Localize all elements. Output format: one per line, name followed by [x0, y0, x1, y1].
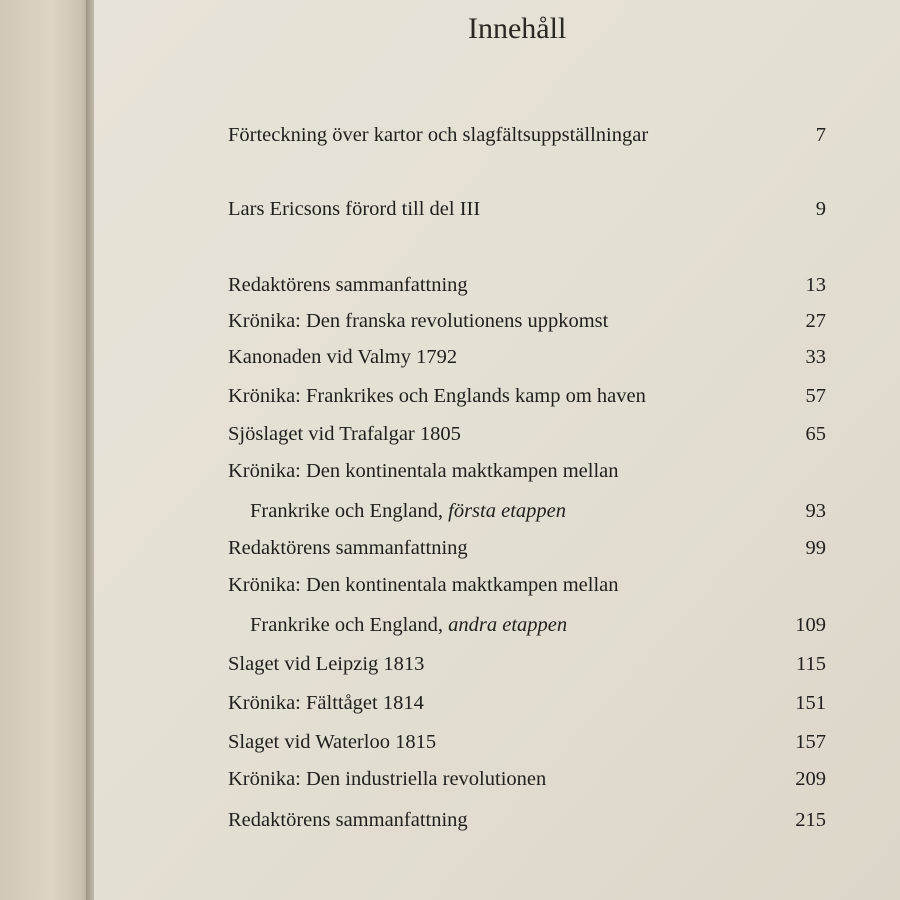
toc-entry-label: Slaget vid Waterloo 1815 — [228, 731, 437, 753]
toc-entry-text: Frankrike och England, — [250, 614, 443, 636]
toc-entry-page: 93 — [805, 500, 826, 522]
toc-entry-page: 209 — [795, 768, 826, 790]
toc-entry-page: 215 — [795, 809, 826, 831]
toc-entry — [228, 385, 826, 413]
toc-entry-label: Krönika: Fälttåget 1814 — [228, 692, 424, 714]
toc-entry — [228, 346, 826, 374]
toc-entry-label: Krönika: Den kontinentala maktkampen mellan — [228, 574, 619, 596]
toc-entry-italic: andra etappen — [448, 614, 568, 636]
toc-entry-page: 13 — [805, 274, 826, 296]
toc-entry-label: Redaktörens sammanfattning — [228, 537, 468, 559]
left-page — [0, 0, 92, 900]
toc-entry-page: 115 — [796, 653, 826, 675]
toc-entry-label: Krönika: Den franska revolutionens uppkomst — [228, 310, 609, 332]
toc-entry — [228, 460, 826, 488]
toc-entry — [228, 768, 826, 796]
toc-entry — [228, 653, 826, 681]
toc-entry-page: 157 — [795, 731, 826, 753]
toc-entry-page: 65 — [805, 423, 826, 445]
toc-entry-label — [228, 500, 566, 523]
toc-entry-italic: första etappen — [448, 500, 566, 522]
toc-entry-page: 33 — [805, 346, 826, 368]
toc-entry — [228, 614, 826, 642]
show-through-text — [360, 22, 366, 49]
toc-entry — [228, 310, 826, 338]
toc-entry-page: 27 — [805, 310, 826, 332]
toc-entry — [228, 731, 826, 759]
toc-entry — [228, 198, 826, 226]
toc-entry-label: Krönika: Den kontinentala maktkampen mellan — [228, 460, 619, 482]
toc-entry-page: 9 — [815, 198, 826, 220]
page-title: Innehåll — [468, 12, 567, 45]
toc-entry-label: Förteckning över kartor och slagfältsuppställningar — [228, 124, 649, 146]
toc-entry-page: 7 — [815, 124, 826, 146]
toc-entry-label: Lars Ericsons förord till del III — [228, 198, 481, 220]
toc-entry-text: Frankrike och England, — [250, 500, 443, 522]
toc-entry-label: Redaktörens sammanfattning — [228, 809, 468, 831]
toc-entry-label: Slaget vid Leipzig 1813 — [228, 653, 425, 675]
toc-entry — [228, 423, 826, 451]
toc-entry — [228, 537, 826, 565]
toc-entry-page: 57 — [805, 385, 826, 407]
toc-entry-label: Kanonaden vid Valmy 1792 — [228, 346, 458, 368]
toc-entry-label — [228, 614, 567, 637]
toc-entry-page: 151 — [795, 692, 826, 714]
toc-entry-label: Krönika: Den industriella revolutionen — [228, 768, 547, 790]
toc-entry-page: 109 — [795, 614, 826, 636]
toc-entry — [228, 809, 826, 837]
toc-entry — [228, 692, 826, 720]
toc-entry-label: Redaktörens sammanfattning — [228, 274, 468, 296]
toc-entry — [228, 274, 826, 302]
toc-entry — [228, 574, 826, 602]
toc-entry-page: 99 — [805, 537, 826, 559]
toc-entry-label: Sjöslaget vid Trafalgar 1805 — [228, 423, 461, 445]
toc-entry-label: Krönika: Frankrikes och Englands kamp om haven — [228, 385, 646, 407]
toc-entry — [228, 124, 826, 152]
toc-entry — [228, 500, 826, 528]
